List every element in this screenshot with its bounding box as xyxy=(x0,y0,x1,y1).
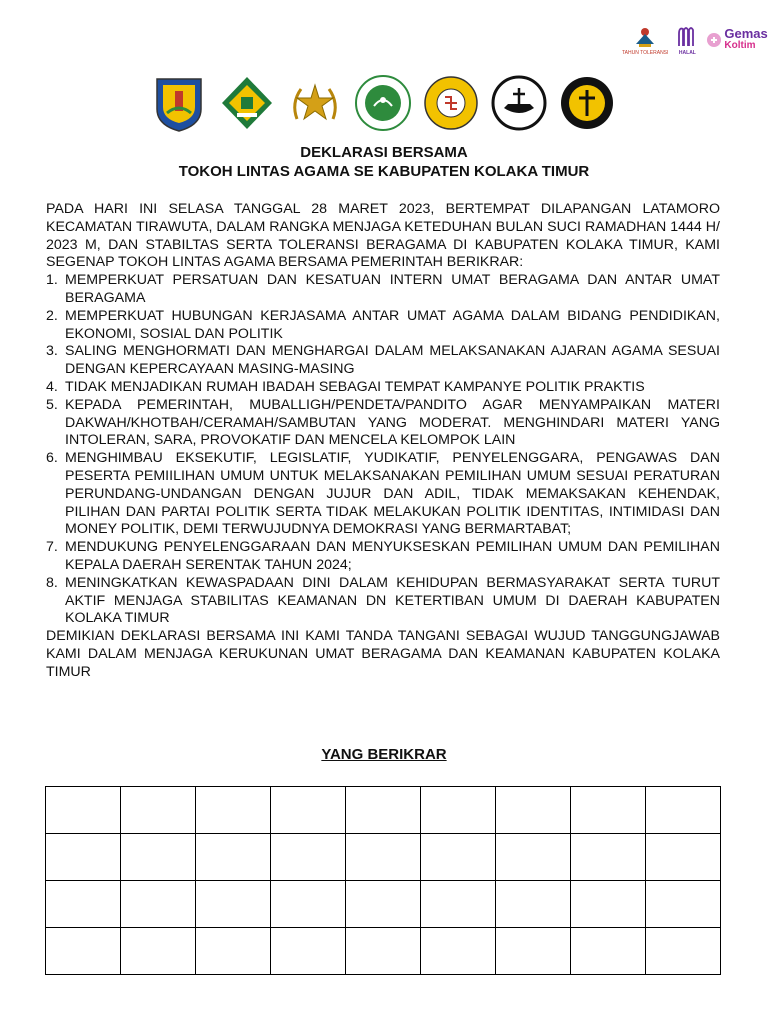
halal-label: HALAL xyxy=(678,50,696,56)
signature-cell xyxy=(121,928,196,975)
document-title: DEKLARASI BERSAMA xyxy=(300,144,468,161)
signatories-heading-container xyxy=(0,746,768,763)
signature-cell xyxy=(196,881,271,928)
kemenag-logo xyxy=(218,72,276,134)
signature-cell xyxy=(121,834,196,881)
list-item xyxy=(46,575,720,628)
item-number: 1. xyxy=(46,272,58,289)
signature-cell xyxy=(46,787,121,834)
signature-cell xyxy=(271,881,346,928)
signature-cell xyxy=(496,834,571,881)
signature-cell xyxy=(646,881,721,928)
tahun-toleransi-logo xyxy=(622,24,668,56)
signature-cell xyxy=(346,834,421,881)
signature-table xyxy=(45,786,721,975)
document-subtitle: TOKOH LINTAS AGAMA SE KABUPATEN KOLAKA TIMUR xyxy=(178,163,590,180)
signature-cell xyxy=(496,787,571,834)
item-text: MEMPERKUAT HUBUNGAN KERJASAMA ANTAR UMAT AGAMA DALAM BIDANG PENDIDIKAN, EKONOMI, SOSIAL DAN POLITIK xyxy=(65,307,720,342)
phdi-emblem-icon xyxy=(422,74,480,132)
table-row xyxy=(46,881,721,928)
tahun-toleransi-label: TAHUN TOLERANSI xyxy=(622,50,669,56)
signature-cell xyxy=(346,787,421,834)
signature-cell xyxy=(46,928,121,975)
signature-cell xyxy=(571,928,646,975)
table-row xyxy=(46,928,721,975)
gemas-label: Gemas xyxy=(724,26,768,41)
signature-cell xyxy=(196,834,271,881)
kolaka-timur-crest-logo xyxy=(150,72,208,134)
toleransi-emblem-icon xyxy=(632,24,658,50)
regency-shield-icon xyxy=(153,73,205,133)
item-text: MENDUKUNG PENYELENGGARAAN DAN MENYUKSESKAN PEMILIHAN UMUM DAN PEMILIHAN KEPALA DAERAH SERENTAK TAHUN 2024; xyxy=(65,539,720,573)
institution-logos xyxy=(150,72,616,134)
signature-cell xyxy=(196,787,271,834)
item-number: 7. xyxy=(46,539,58,556)
catholic-emblem-icon xyxy=(558,74,616,132)
list-item xyxy=(46,379,720,397)
koltim-label: Koltim xyxy=(724,40,756,51)
signature-cell xyxy=(271,928,346,975)
header-badges xyxy=(622,24,768,56)
item-number: 3. xyxy=(46,343,58,360)
item-text: MEMPERKUAT PERSATUAN DAN KESATUAN INTERN UMAT BERAGAMA DAN ANTAR UMAT BERAGAMA xyxy=(65,272,720,306)
signature-cell xyxy=(646,928,721,975)
item-text: TIDAK MENJADIKAN RUMAH IBADAH SEBAGAI TEMPAT KAMPANYE POLITIK PRAKTIS xyxy=(65,378,645,395)
table-row xyxy=(46,787,721,834)
signature-cell xyxy=(421,881,496,928)
signature-cell xyxy=(421,834,496,881)
kemenag-emblem-icon xyxy=(219,75,275,131)
pledge-list xyxy=(46,272,720,628)
list-item xyxy=(46,397,720,450)
list-item xyxy=(46,308,720,344)
oikoumene-logo xyxy=(490,72,548,134)
signature-cell xyxy=(421,787,496,834)
hindu-phdi-logo xyxy=(422,72,480,134)
signature-cell xyxy=(121,787,196,834)
list-item xyxy=(46,272,720,308)
oikoumene-emblem-icon xyxy=(490,74,548,132)
table-row xyxy=(46,834,721,881)
list-item xyxy=(46,450,720,539)
star-wreath-icon xyxy=(287,75,343,131)
halal-emblem-icon xyxy=(676,24,698,50)
signature-cell xyxy=(421,928,496,975)
signature-cell xyxy=(271,834,346,881)
item-text: MENGHIMBAU EKSEKUTIF, LEGISLATIF, YUDIKATIF, PENYELENGGARA, PENGAWAS DAN PESERTA PEMIILIHAN UMUM UNTUK MELAKSANAKAN PEMILIHAN UMUM SESUAI PERATURAN PERUNDANG-UNDANGAN DENGAN JUJUR DAN ADIL, TIDAK MEMAKSAKAN KEHENDAK, PILIHAN DAN PARTAI POLITIK SERTA TIDAK MELAKUKAN POLITIK IDENTITAS, INTIMIDASI DAN MONEY POLITIK, DEMI TERWUJUDNYA DEMOKRASI YANG BERMARTABAT; xyxy=(65,450,720,538)
item-number: 2. xyxy=(46,307,58,324)
list-item xyxy=(46,343,720,379)
item-text: SALING MENGHORMATI DAN MENGHARGAI DALAM MELAKSANAKAN AJARAN AGAMA SESUAI DENGAN KEPERCAYAAN MASING-MASING xyxy=(65,343,720,378)
gemas-koltim-logo xyxy=(706,28,767,52)
signature-cell xyxy=(121,881,196,928)
catholic-community-logo xyxy=(558,72,616,134)
halal-logo xyxy=(676,24,698,56)
signature-cell xyxy=(346,928,421,975)
item-number: 8. xyxy=(46,574,58,591)
declaration-body xyxy=(46,201,720,682)
item-number: 5. xyxy=(46,396,58,413)
signature-cell xyxy=(571,834,646,881)
item-number: 4. xyxy=(46,378,58,395)
item-number: 6. xyxy=(46,450,58,467)
signature-cell xyxy=(271,787,346,834)
signatories-heading: YANG BERIKRAR xyxy=(321,746,447,763)
signature-cell xyxy=(46,834,121,881)
signature-cell xyxy=(496,928,571,975)
item-text: MENINGKATKAN KEWASPADAAN DINI DALAM KEHIDUPAN BERMASYARAKAT SERTA TURUT AKTIF MENJAGA STABILITAS KEAMANAN DN KETERTIBAN UMUM DI DAERAH KABUPATEN KOLAKA TIMUR xyxy=(65,574,720,627)
signature-cell xyxy=(646,787,721,834)
list-item xyxy=(46,539,720,575)
mui-emblem-icon xyxy=(354,74,412,132)
fkub-gold-star-logo xyxy=(286,72,344,134)
intro-paragraph: PADA HARI INI SELASA TANGGAL 28 MARET 2023, BERTEMPAT DILAPANGAN LATAMORO KECAMATAN TIRAWUTA, DALAM RANGKA MENJAGA KETEDUHAN BULAN SUCI RAMADHAN 1444 H/ 2023 M, DAN STABILTAS SERTA TOLERANSI BERAGAMA DI KABUPATEN KOLAKA TIMUR, KAMI SEGENAP TOKOH LINTAS AGAMA BERSAMA PEMERINTAH BERIKRAR: xyxy=(46,201,720,271)
signature-cell xyxy=(346,881,421,928)
mui-logo xyxy=(354,72,412,134)
signature-cell xyxy=(196,928,271,975)
signature-cell xyxy=(496,881,571,928)
signature-cell xyxy=(571,881,646,928)
item-text: KEPADA PEMERINTAH, MUBALLIGH/PENDETA/PANDITO AGAR MENYAMPAIKAN MATERI DAKWAH/KHOTBAH/CERAMAH/SAMBUTAN YANG MODERAT. MENGHINDARI MATERI YANG INTOLERAN, SARA, PROVOKATIF DAN MENCELA KELOMPOK LAIN xyxy=(65,396,720,449)
signature-cell xyxy=(646,834,721,881)
signature-cell xyxy=(46,881,121,928)
closing-paragraph: DEMIKIAN DEKLARASI BERSAMA INI KAMI TANDA TANGANI SEBAGAI WUJUD TANGGUNGJAWAB KAMI DALAM MENJAGA KERUKUNAN UMAT BERAGAMA DAN KEAMANAN KABUPATEN KOLAKA TIMUR xyxy=(46,628,720,680)
signature-cell xyxy=(571,787,646,834)
gemas-emblem-icon xyxy=(706,29,722,51)
